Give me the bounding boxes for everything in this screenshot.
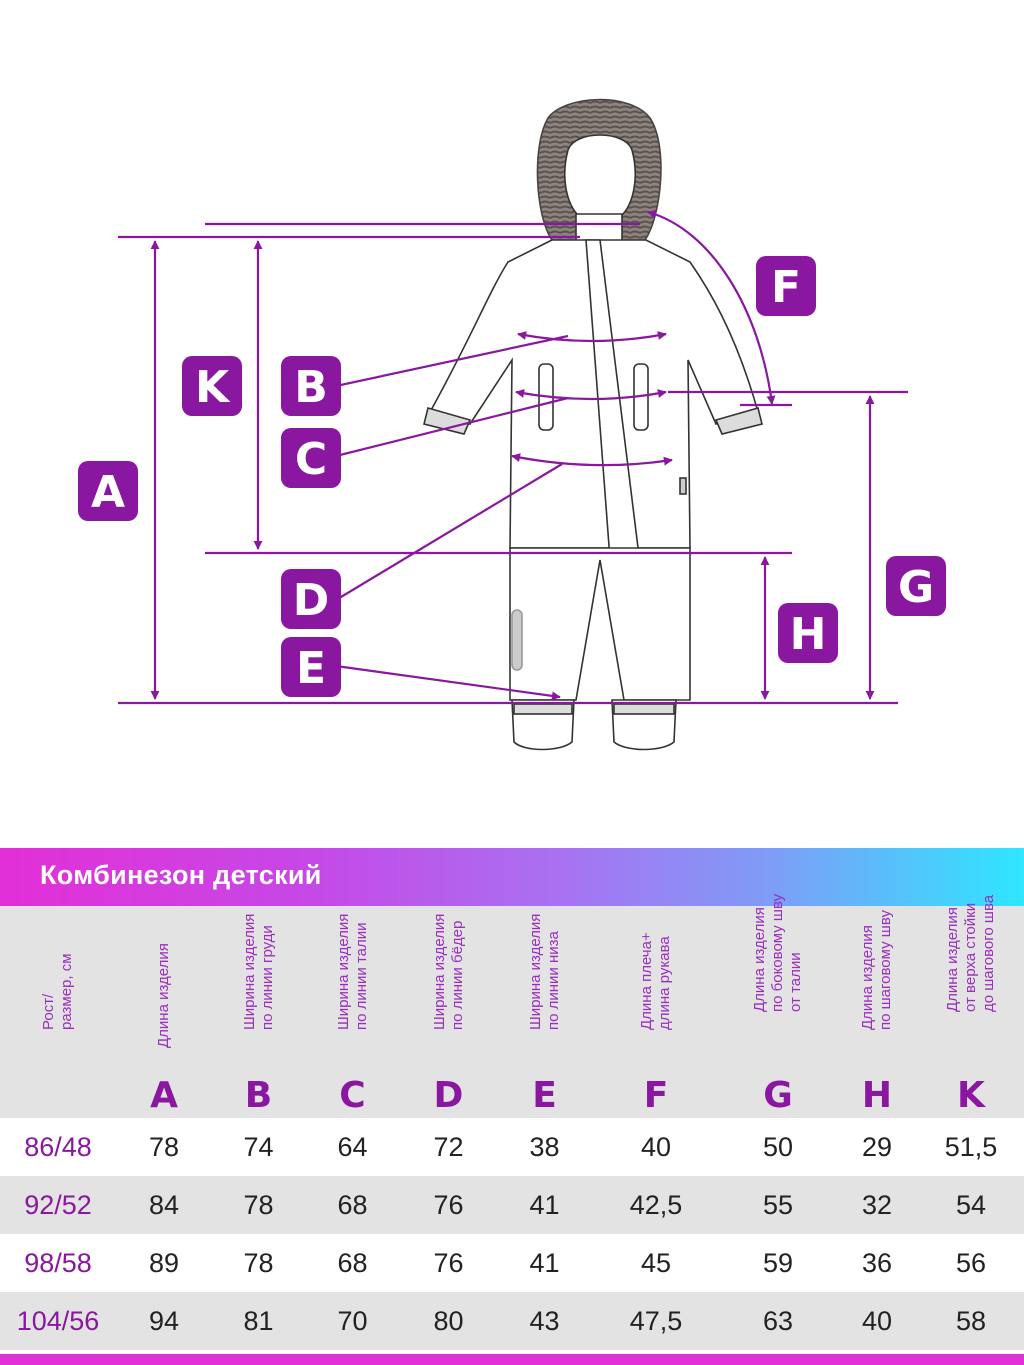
value-cell: 40 — [640, 1132, 672, 1162]
table-header — [0, 893, 1024, 1118]
value-cell: 47,5 — [629, 1306, 683, 1336]
header-label-line: Ширина изделия — [334, 913, 352, 1030]
value-cell: 74 — [243, 1132, 274, 1162]
value-cell: 38 — [529, 1132, 560, 1162]
label-b — [281, 356, 341, 416]
value-cell: 45 — [640, 1248, 672, 1278]
header-label-line: до шагового шва — [980, 894, 997, 1012]
header-label-line: по линии груди — [258, 925, 276, 1030]
label-d — [281, 569, 341, 629]
size-cell: 104/56 — [16, 1306, 100, 1336]
svg-text:K: K — [194, 362, 230, 413]
value-cell: 78 — [243, 1248, 274, 1278]
table-row — [0, 1176, 1024, 1234]
svg-text:A: A — [90, 467, 126, 518]
value-cell: 70 — [337, 1306, 368, 1336]
svg-text:D: D — [292, 575, 330, 626]
header-label-line: по боковому шву — [769, 893, 786, 1012]
value-cell: 41 — [529, 1190, 560, 1220]
header-letter: F — [643, 1075, 669, 1116]
product-title: Комбинезон детский — [40, 860, 322, 890]
header-letter: G — [763, 1075, 793, 1116]
value-cell: 72 — [433, 1132, 464, 1162]
value-cell: 78 — [243, 1190, 274, 1220]
value-cell: 36 — [861, 1248, 893, 1278]
jumpsuit-drawing — [424, 100, 762, 750]
header-label-line: по линии талии — [352, 922, 370, 1030]
header-label — [335, 914, 371, 1030]
header-label-line: по линии бёдер — [448, 920, 466, 1030]
header-letter: K — [957, 1075, 985, 1116]
value-cell: 78 — [148, 1132, 180, 1162]
header-label-line: Ширина изделия — [240, 913, 258, 1030]
table-row — [0, 1292, 1024, 1350]
value-cell: 76 — [433, 1190, 464, 1220]
value-cell: 94 — [148, 1306, 180, 1336]
size-cell: 92/52 — [24, 1190, 92, 1220]
header-col-g — [720, 893, 836, 1118]
header-label — [40, 953, 76, 1030]
value-cell: 58 — [955, 1306, 987, 1336]
header-label-line: от верха стойки — [962, 902, 979, 1012]
value-cell: 68 — [337, 1248, 368, 1278]
header-label-line: Длина изделия — [155, 943, 172, 1048]
header-letter: D — [433, 1075, 464, 1116]
header-label — [241, 914, 277, 1030]
value-cell: 50 — [762, 1132, 794, 1162]
table-body — [0, 1118, 1024, 1350]
header-col-e — [497, 906, 592, 1118]
value-cell: 63 — [762, 1306, 794, 1336]
label-f — [756, 256, 816, 316]
label-c — [281, 428, 341, 488]
label-k — [182, 356, 242, 416]
header-letter: B — [244, 1075, 273, 1116]
header-col-a — [116, 906, 212, 1118]
header-label-line: Длина изделия — [944, 907, 961, 1012]
title-banner — [0, 848, 1024, 906]
header-col-d — [400, 906, 497, 1118]
header-label — [859, 910, 895, 1030]
value-cell: 68 — [337, 1190, 368, 1220]
value-cell: 29 — [861, 1132, 893, 1162]
header-col-k — [918, 894, 1024, 1118]
header-label-line: размер, см — [58, 953, 75, 1030]
value-cell: 42,5 — [629, 1190, 683, 1220]
header-label-line: Длина плеча+ — [638, 932, 655, 1030]
header-col-b — [212, 906, 305, 1118]
header-label — [944, 895, 998, 1012]
header-label — [751, 894, 805, 1012]
header-label-line: Ширина изделия — [526, 913, 544, 1030]
header-col-f — [592, 906, 720, 1118]
label-g — [886, 556, 946, 616]
value-cell: 89 — [148, 1248, 180, 1278]
svg-text:C: C — [294, 434, 328, 485]
value-cell: 54 — [955, 1190, 987, 1220]
header-col-h — [836, 906, 918, 1118]
header-label — [155, 943, 173, 1048]
size-table — [0, 893, 1024, 1350]
value-cell: 40 — [861, 1306, 893, 1336]
header-col-c — [305, 906, 400, 1118]
header-label-line: Длина изделия — [859, 925, 876, 1030]
size-cell: 86/48 — [24, 1132, 92, 1162]
svg-text:F: F — [770, 262, 802, 313]
value-cell: 80 — [433, 1306, 464, 1336]
bottom-accent-bar — [0, 1354, 1024, 1365]
header-col-size — [0, 906, 116, 1118]
header-letter: E — [532, 1075, 557, 1116]
header-label-line: длина рукава — [656, 936, 673, 1030]
value-cell: 64 — [337, 1132, 368, 1162]
header-label-line: Ширина изделия — [430, 913, 448, 1030]
value-cell: 51,5 — [944, 1132, 998, 1162]
value-cell: 41 — [529, 1248, 560, 1278]
label-a — [78, 461, 138, 521]
value-cell: 55 — [762, 1190, 794, 1220]
header-label-line: по линии низа — [544, 931, 562, 1030]
size-cell: 98/58 — [24, 1248, 92, 1278]
table-row — [0, 1234, 1024, 1292]
header-letter: H — [861, 1075, 893, 1116]
svg-text:B: B — [294, 362, 328, 413]
label-e — [281, 637, 341, 697]
header-label-line: Рост/ — [40, 993, 57, 1030]
value-cell: 76 — [433, 1248, 464, 1278]
svg-text:G: G — [897, 562, 935, 613]
value-cell: 56 — [955, 1248, 987, 1278]
value-cell: 84 — [148, 1190, 180, 1220]
value-cell: 32 — [861, 1190, 893, 1220]
header-label-line: Длина изделия — [751, 907, 768, 1012]
header-label — [527, 914, 563, 1030]
value-cell: 43 — [529, 1306, 560, 1336]
value-cell: 81 — [243, 1306, 274, 1336]
value-cell: 59 — [762, 1248, 794, 1278]
svg-text:H: H — [789, 609, 827, 660]
header-label — [431, 914, 467, 1030]
header-label-line: от талии — [787, 952, 804, 1012]
header-label — [638, 932, 674, 1030]
table-row — [0, 1118, 1024, 1176]
header-letter: C — [339, 1075, 366, 1116]
label-h — [778, 603, 838, 663]
header-label-line: по шаговому шву — [877, 910, 894, 1030]
header-letter: A — [150, 1075, 178, 1116]
svg-text:E: E — [295, 643, 327, 694]
